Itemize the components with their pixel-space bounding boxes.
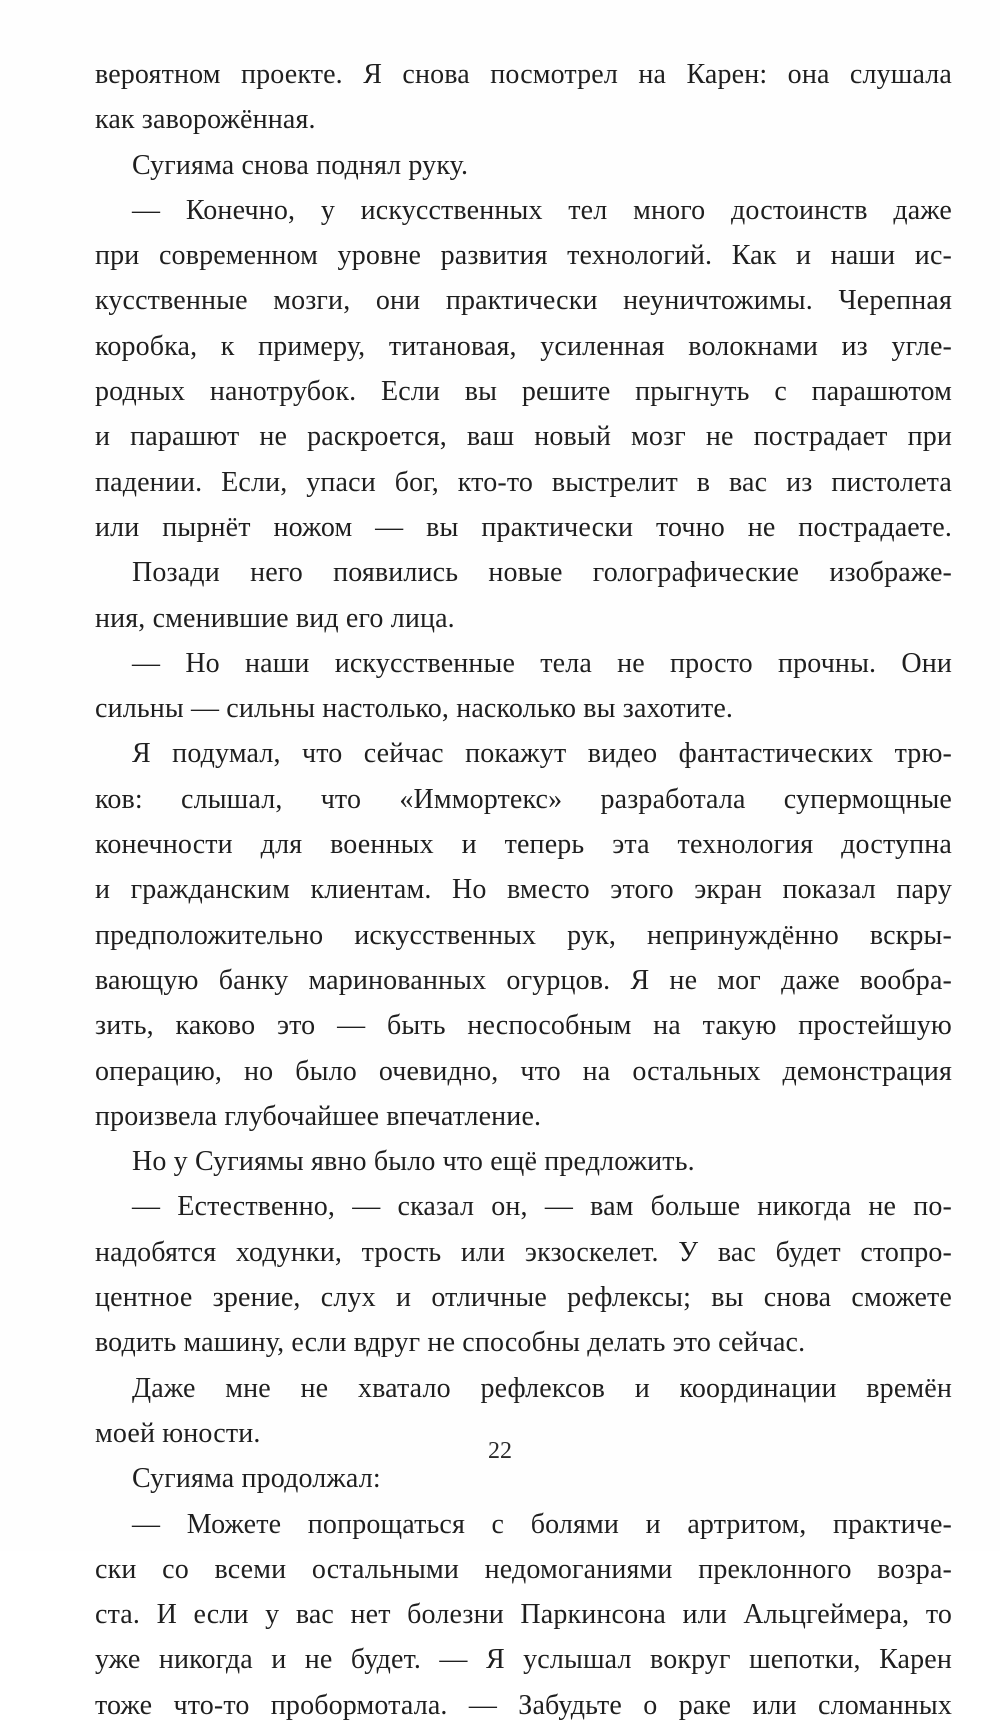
text-line: Позади него появились новые голографические изображе- [132, 557, 952, 589]
text-line: кусственные мозги, они практически неуничтожимы. Черепная [95, 285, 952, 317]
text-line: родных нанотрубок. Если вы решите прыгнуть с парашютом [95, 376, 952, 408]
text-line: сильны — сильны настолько, насколько вы захотите. [95, 693, 734, 725]
text-line: при современном уровне развития технологий. Как и наши ис- [95, 240, 952, 272]
body-text [95, 52, 952, 1728]
text-line: операцию, но было очевидно, что на остальных демонстрация [95, 1055, 952, 1087]
text-line: водить машину, если вдруг не способны делать это сейчас. [95, 1327, 806, 1359]
text-line: падении. Если, упаси бог, кто-то выстрелит в вас из пистолета [95, 466, 952, 498]
text-line: уже никогда и не будет. — Я услышал вокруг шепотки, Карен [95, 1644, 952, 1676]
text-line: как заворожённая. [95, 104, 316, 136]
text-line: моей юности. [95, 1417, 261, 1449]
text-line: Сугияма продолжал: [132, 1463, 381, 1495]
text-line: ния, сменившие вид его лица. [95, 602, 455, 634]
text-line: — Конечно, у искусственных тел много достоинств даже [132, 194, 952, 226]
text-line: — Естественно, — сказал он, — вам больше никогда не по- [132, 1191, 952, 1223]
text-line: вероятном проекте. Я снова посмотрел на Карен: она слушала [95, 59, 952, 90]
text-line: зить, каково это — быть неспособным на такую простейшую [95, 1010, 952, 1042]
text-line: ски со всеми остальными недомоганиями преклонного возра- [95, 1553, 952, 1585]
text-line: — Но наши искусственные тела не просто прочны. Они [132, 647, 952, 679]
text-line: вающую банку маринованных огурцов. Я не мог даже вообра- [95, 964, 952, 996]
text-line: и парашют не раскроется, ваш новый мозг не пострадает при [95, 421, 952, 453]
text-line: — Можете попрощаться с болями и артритом, практиче- [132, 1508, 952, 1540]
text-line: центное зрение, слух и отличные рефлексы; вы снова сможете [95, 1282, 952, 1314]
text-line: надобятся ходунки, трость или экзоскелет. У вас будет стопро- [95, 1236, 952, 1268]
text-line: конечности для военных и теперь эта технология доступна [95, 829, 952, 861]
text-line: или пырнёт ножом — вы практически точно не пострадаете. [95, 511, 952, 543]
text-line: Даже мне не хватало рефлексов и координации времён [132, 1372, 952, 1404]
text-line: Но у Сугиямы явно было что ещё предложить. [132, 1146, 695, 1178]
text-line: ков: слышал, что «Иммортекс» разработала супермощные [95, 783, 952, 815]
text-line: и гражданским клиентам. Но вместо этого экран показал пару [95, 874, 952, 906]
page-number: 22 [488, 1438, 512, 1464]
text-line: Сугияма снова поднял руку. [132, 149, 469, 181]
text-line: ста. И если у вас нет болезни Паркинсона или Альцгеймера, то [95, 1599, 952, 1631]
text-line: произвела глубочайшее впечатление. [95, 1100, 542, 1132]
text-line: предположительно искусственных рук, непринуждённо вскры- [95, 919, 952, 951]
text-line: тоже что-то пробормотала. — Забудьте о раке или сломанных [95, 1689, 952, 1721]
text-line: Я подумал, что сейчас покажут видео фантастических трю- [132, 738, 952, 770]
text-line: коробка, к примеру, титановая, усиленная волокнами из угле- [95, 330, 952, 362]
